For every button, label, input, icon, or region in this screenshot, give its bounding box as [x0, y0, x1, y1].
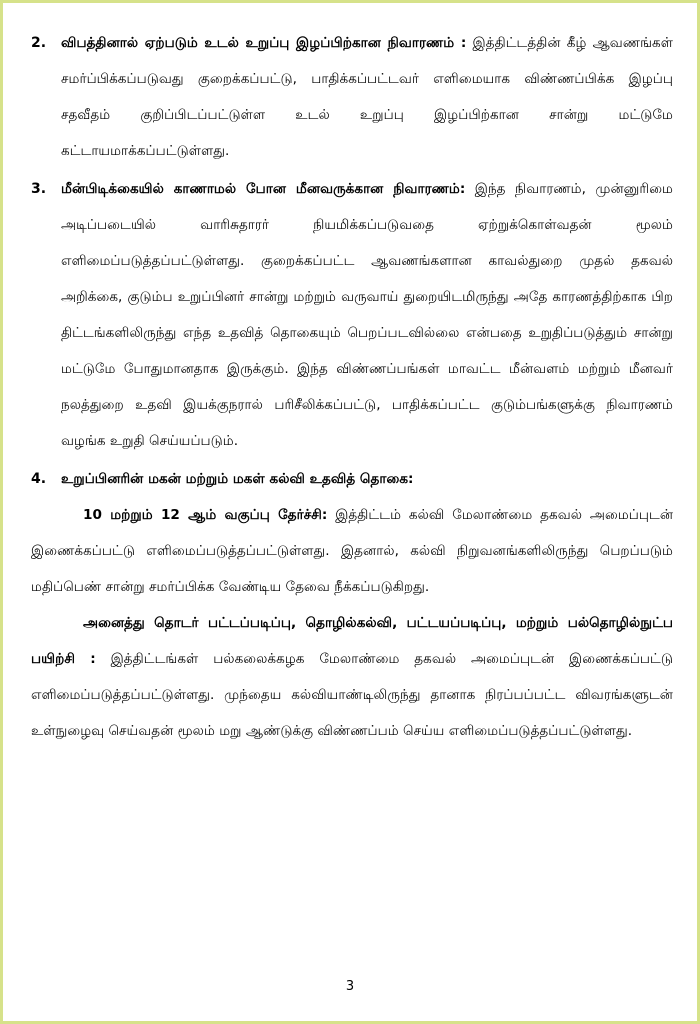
sub-heading-higher-education: அனைத்து தொடர் பட்டப்படிப்பு, தொழில்கல்வி, பட்டயப்படிப்பு, மற்றும் பல்தொழில்நுட்ப பயிற்சி :	[31, 615, 673, 667]
sub-text-class-10-12: இத்திட்டம் கல்வி மேலாண்மை தகவல் அமைப்புடன் இணைக்கப்பட்டு எளிமைப்படுத்தப்பட்டுள்ளது. இதனால், கல்வி நிறுவனங்களிலிருந்து பெறப்படும் மதிப்பெண் சான்று சமர்ப்பிக்க வேண்டிய தேவை நீக்கப்படுகிறது.	[31, 507, 673, 595]
item-3-paragraph	[61, 171, 673, 459]
sub-text-higher-education: இத்திட்டங்கள் பல்கலைக்கழக மேலாண்மை தகவல் அமைப்புடன் இணைக்கப்பட்டு எளிமைப்படுத்தப்பட்டுள்ளது. முந்தைய கல்வியாண்டிலிருந்து தானாக நிரப்பப்பட்ட விவரங்களுடன் உள்நுழைவு செய்வதன் மூலம் மறு ஆண்டுக்கு விண்ணப்பம் செய்ய எளிமைப்படுத்தப்பட்டுள்ளது.	[31, 651, 673, 739]
page-content	[31, 25, 673, 749]
sub-heading-class-10-12: 10 மற்றும் 12 ஆம் வகுப்பு தேர்ச்சி:	[83, 507, 328, 523]
sub-paragraph-class-10-12	[31, 497, 673, 605]
item-number: 4.	[31, 471, 47, 487]
page-number: 3	[345, 979, 355, 994]
sub-paragraph-higher-education	[31, 605, 673, 749]
item-4-heading-paragraph	[61, 461, 673, 497]
item-2-heading: விபத்தினால் ஏற்படும் உடல் உறுப்பு இழப்பிற்கான நிவாரணம் :	[61, 35, 467, 51]
list-item-3	[31, 171, 673, 459]
document-page	[3, 3, 697, 1021]
list-item-4	[31, 461, 673, 497]
item-4-heading: உறுப்பினரின் மகன் மற்றும் மகள் கல்வி உதவித் தொகை:	[61, 471, 414, 487]
item-number: 2.	[31, 35, 47, 51]
item-2-paragraph	[61, 25, 673, 169]
list-item-2	[31, 25, 673, 169]
item-2-text: இத்திட்டத்தின் கீழ் ஆவணங்கள் சமர்ப்பிக்கப்படுவது குறைக்கப்பட்டு, பாதிக்கப்பட்டவர் எளிமையாக விண்ணப்பிக்க இழப்பு சதவீதம் குறிப்பிடப்பட்டுள்ள உடல் உறுப்பு இழப்பிற்கான சான்று மட்டுமே கட்டாயமாக்கப்பட்டுள்ளது.	[61, 35, 673, 159]
item-3-text: இந்த நிவாரணம், முன்னுரிமை அடிப்படையில் வாரிசுதாரர் நியமிக்கப்படுவதை ஏற்றுக்கொள்வதன் மூலம் எளிமைப்படுத்தப்பட்டுள்ளது. குறைக்கப்பட்ட ஆவணங்களான காவல்துறை முதல் தகவல் அறிக்கை, குடும்ப உறுப்பினர் சான்று மற்றும் வருவாய் துறையிடமிருந்து அதே காரணத்திற்காக பிற திட்டங்களிலிருந்து எந்த உதவித் தொகையும் பெறப்படவில்லை என்பதை உறுதிப்படுத்தும் சான்று மட்டுமே போதுமானதாக இருக்கும். இந்த விண்ணப்பங்கள் மாவட்ட மீன்வளம் மற்றும் மீனவர் நலத்துறை உதவி இயக்குநரால் பரிசீலிக்கப்பட்டு, பாதிக்கப்பட்ட குடும்பங்களுக்கு நிவாரணம் வழங்க உறுதி செய்யப்படும்.	[61, 181, 673, 449]
item-number: 3.	[31, 181, 47, 197]
item-3-heading: மீன்பிடிக்கையில் காணாமல் போன மீனவருக்கான நிவாரணம்:	[61, 181, 466, 197]
